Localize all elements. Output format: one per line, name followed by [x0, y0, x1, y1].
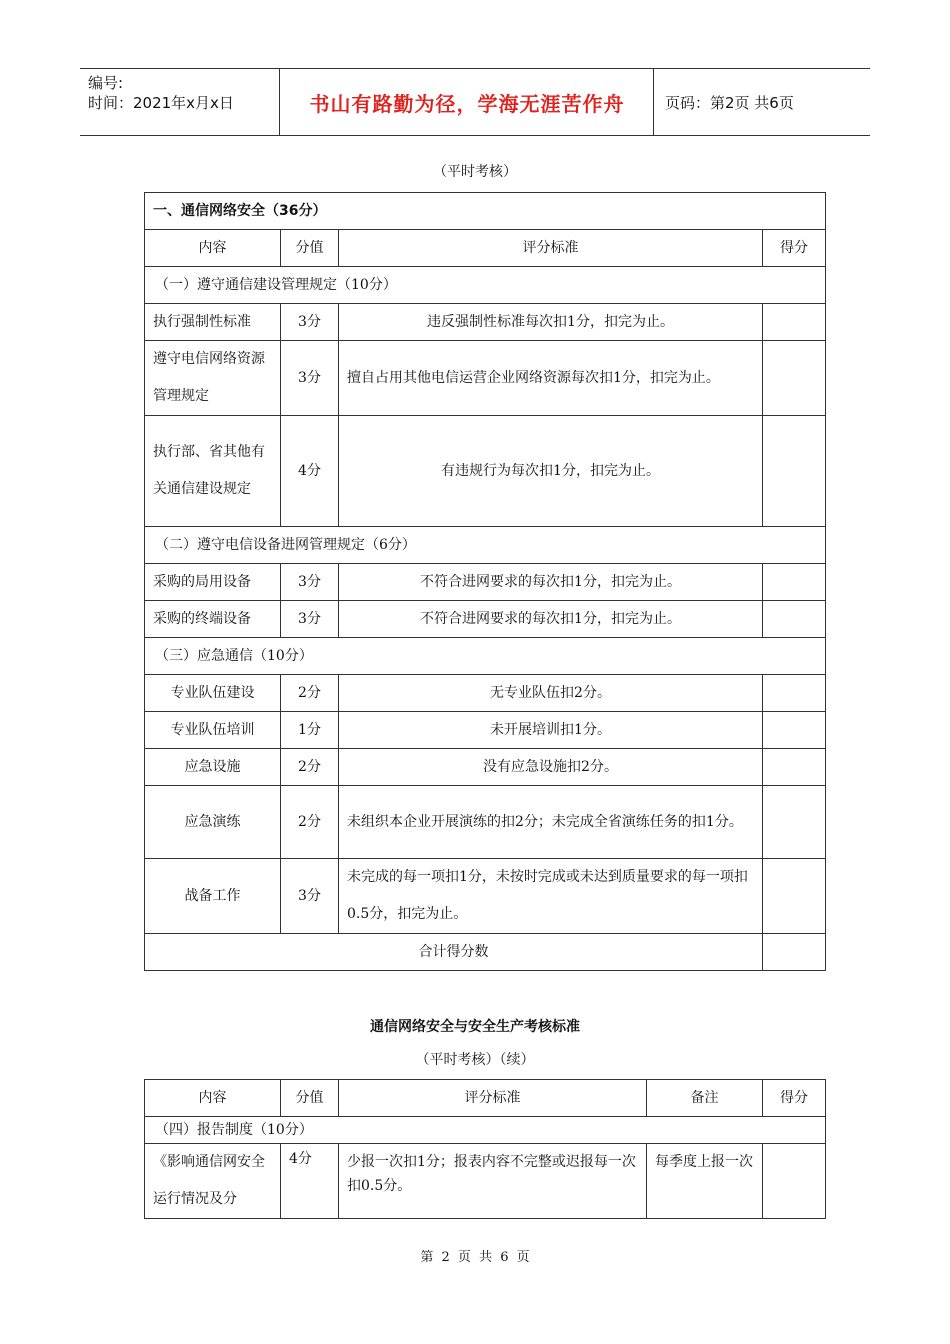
row-criteria: 无专业队伍扣2分。: [339, 675, 763, 712]
row-score: 4分: [281, 1144, 339, 1219]
header-motto: 书山有路勤为径，学海无涯苦作舟: [281, 69, 654, 135]
row-content: 采购的终端设备: [145, 601, 281, 638]
row-content: 战备工作: [145, 859, 281, 934]
assessment-table-1: [144, 192, 826, 971]
row-score: 1分: [281, 712, 339, 749]
header-content: 内容: [145, 1080, 281, 1117]
row-content: 执行部、省其他有关通信建设规定: [145, 416, 281, 527]
page-footer: 第 2 页 共 6 页: [420, 1250, 530, 1265]
header-note: 备注: [647, 1080, 763, 1117]
row-points: [763, 1144, 826, 1219]
total-label: 合计得分数: [145, 934, 763, 971]
total-row: [145, 934, 826, 971]
header-criteria: 评分标准: [339, 1080, 647, 1117]
table-row: [145, 712, 826, 749]
row-points: [763, 749, 826, 786]
row-content: 专业队伍建设: [145, 675, 281, 712]
row-points: [763, 859, 826, 934]
row-content: 专业队伍培训: [145, 712, 281, 749]
header-page-info: 页码：第2页 共6页: [665, 93, 794, 112]
row-points: [763, 675, 826, 712]
table-row: [145, 749, 826, 786]
document-number-label: 编号:: [88, 74, 124, 92]
row-points: [763, 341, 826, 416]
row-criteria: 未组织本企业开展演练的扣2分；未完成全省演练任务的扣1分。: [339, 786, 763, 859]
row-criteria: 违反强制性标准每次扣1分，扣完为止。: [339, 304, 763, 341]
table-row: [145, 1144, 826, 1219]
table-row: [145, 304, 826, 341]
row-criteria: 不符合进网要求的每次扣1分，扣完为止。: [339, 601, 763, 638]
row-criteria: 未完成的每一项扣1分，未按时完成或未达到质量要求的每一项扣0.5分，扣完为止。: [339, 859, 763, 934]
header-score: 分值: [281, 230, 339, 267]
header-criteria: 评分标准: [339, 230, 763, 267]
row-note: 每季度上报一次: [647, 1144, 763, 1219]
row-score: 3分: [281, 564, 339, 601]
row-content: 应急演练: [145, 786, 281, 859]
table-row: [145, 786, 826, 859]
header-bottom-rule: [80, 135, 870, 136]
table2-caption: （平时考核）（续）: [415, 1052, 535, 1068]
group-title: （二）遵守电信设备进网管理规定（6分）: [145, 527, 826, 564]
standard-title: 通信网络安全与安全生产考核标准: [370, 1019, 580, 1035]
row-content: 应急设施: [145, 749, 281, 786]
assessment-table-2: [144, 1079, 826, 1219]
row-score: 2分: [281, 675, 339, 712]
row-criteria: 擅自占用其他电信运营企业网络资源每次扣1分，扣完为止。: [339, 341, 763, 416]
table-row: [145, 601, 826, 638]
row-criteria: 有违规行为每次扣1分，扣完为止。: [339, 416, 763, 527]
row-points: [763, 712, 826, 749]
header-score: 分值: [281, 1080, 339, 1117]
row-score: 2分: [281, 749, 339, 786]
table-row: [145, 675, 826, 712]
row-content: 《影响通信网安全运行情况及分: [145, 1144, 281, 1219]
total-points: [763, 934, 826, 971]
row-score: 2分: [281, 786, 339, 859]
table-row: [145, 564, 826, 601]
row-criteria: 少报一次扣1分；报表内容不完整或迟报每一次扣0.5分。: [339, 1144, 647, 1219]
table1-caption: （平时考核）: [433, 164, 517, 180]
row-score: 3分: [281, 859, 339, 934]
row-points: [763, 786, 826, 859]
row-criteria: 未开展培训扣1分。: [339, 712, 763, 749]
table-row: [145, 859, 826, 934]
group-title: （三）应急通信（10分）: [145, 638, 826, 675]
row-points: [763, 564, 826, 601]
row-points: [763, 304, 826, 341]
row-criteria: 不符合进网要求的每次扣1分，扣完为止。: [339, 564, 763, 601]
row-score: 4分: [281, 416, 339, 527]
row-score: 3分: [281, 601, 339, 638]
row-points: [763, 601, 826, 638]
header-content: 内容: [145, 230, 281, 267]
row-content: 采购的局用设备: [145, 564, 281, 601]
header-points: 得分: [763, 230, 826, 267]
table-row: [145, 341, 826, 416]
row-content: 执行强制性标准: [145, 304, 281, 341]
row-points: [763, 416, 826, 527]
header-meta: [80, 69, 280, 135]
row-score: 3分: [281, 304, 339, 341]
document-time-label: 时间：2021年x月x日: [88, 94, 234, 112]
group-title: （四）报告制度（10分）: [145, 1117, 826, 1144]
header-points: 得分: [763, 1080, 826, 1117]
row-content: 遵守电信网络资源管理规定: [145, 341, 281, 416]
section-title: 一、通信网络安全（36分）: [145, 193, 826, 230]
row-criteria: 没有应急设施扣2分。: [339, 749, 763, 786]
table-row: [145, 416, 826, 527]
group-title: （一）遵守通信建设管理规定（10分）: [145, 267, 826, 304]
row-score: 3分: [281, 341, 339, 416]
